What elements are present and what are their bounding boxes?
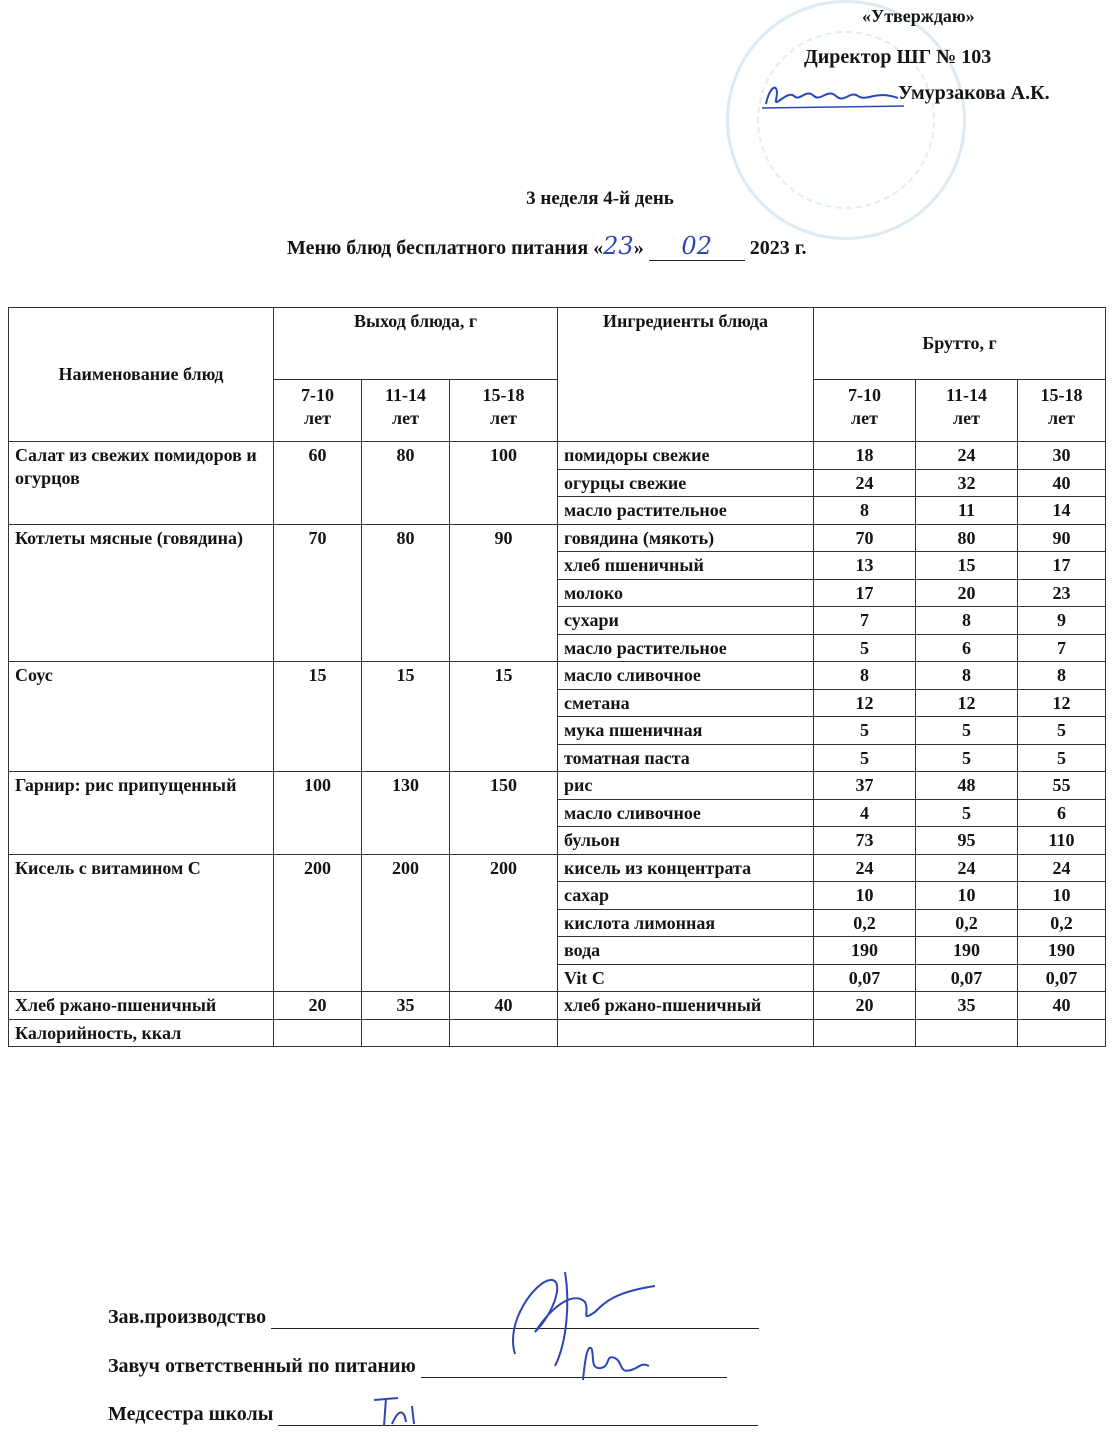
ingredient-name: огурцы свежие [558,469,814,497]
dish-yield: 70 [274,524,362,662]
ingredient-gross: 10 [814,882,916,910]
header-yield: Выход блюда, г [274,308,558,380]
director-name: Умурзакова А.К. [898,82,1050,104]
ingredient-gross: 12 [814,689,916,717]
dish-name: Котлеты мясные (говядина) [9,524,274,662]
ingredient-name: кисель из концентрата [558,854,814,882]
ingredient-name: бульон [558,827,814,855]
ingredient-gross: 0,2 [916,909,1018,937]
ingredient-name: говядина (мякоть) [558,524,814,552]
ingredient-gross: 6 [916,634,1018,662]
ingredient-gross: 24 [814,469,916,497]
ingredient-name: молоко [558,579,814,607]
calories-cell [362,1019,450,1047]
ingredient-name: масло сливочное [558,662,814,690]
head-teacher-label: Завуч ответственный по питанию [108,1355,416,1377]
quote-close: » [633,237,644,259]
table-row [9,772,1106,800]
table-row [9,992,1106,1020]
nurse-signature-line [278,1405,758,1426]
ingredient-gross: 5 [1018,744,1106,772]
nurse-label: Медсестра школы [108,1403,274,1425]
ingredient-gross: 18 [814,442,916,470]
month-handwritten: 02 [681,232,712,260]
ingredient-name: Vit C [558,964,814,992]
menu-title-prefix: Меню блюд бесплатного питания « [287,237,604,259]
ingredient-gross: 24 [916,442,1018,470]
dish-yield: 35 [362,992,450,1020]
ingredient-name: масло растительное [558,497,814,525]
ingredient-name: томатная паста [558,744,814,772]
dish-yield: 100 [274,772,362,855]
header-gross: Брутто, г [814,308,1106,380]
ingredient-gross: 8 [916,662,1018,690]
head-teacher-signature [575,1340,655,1388]
dish-yield: 100 [450,442,558,525]
ingredient-gross: 0,2 [814,909,916,937]
ingredient-name: хлеб пшеничный [558,552,814,580]
ingredient-gross: 190 [1018,937,1106,965]
ingredient-gross: 37 [814,772,916,800]
dish-yield: 60 [274,442,362,525]
menu-title [287,232,807,261]
header-gross-age-7-10: 7-10 лет [814,380,916,442]
calories-cell [814,1019,916,1047]
ingredient-gross: 10 [1018,882,1106,910]
ingredient-gross: 0,07 [916,964,1018,992]
ingredient-gross: 90 [1018,524,1106,552]
director-title: Директор ШГ № 103 [804,46,992,68]
footer-nurse [108,1403,758,1426]
ingredient-gross: 15 [916,552,1018,580]
dish-yield: 200 [274,854,362,992]
ingredient-gross: 9 [1018,607,1106,635]
table-row [9,524,1106,552]
table-row [9,442,1106,470]
dish-name: Соус [9,662,274,772]
ingredient-gross: 20 [916,579,1018,607]
year-suffix: 2023 г. [749,237,807,259]
ingredient-gross: 5 [916,799,1018,827]
dish-yield: 90 [450,524,558,662]
ingredient-gross: 14 [1018,497,1106,525]
ingredient-gross: 7 [1018,634,1106,662]
ingredient-gross: 0,2 [1018,909,1106,937]
month-field [649,232,745,261]
dish-yield: 150 [450,772,558,855]
ingredient-gross: 4 [814,799,916,827]
ingredient-gross: 24 [1018,854,1106,882]
ingredient-gross: 30 [1018,442,1106,470]
header-gross-age-15-18: 15-18 лет [1018,380,1106,442]
ingredient-gross: 0,07 [1018,964,1106,992]
calories-cell [274,1019,362,1047]
dish-name: Кисель с витамином С [9,854,274,992]
dish-name: Салат из свежих помидоров и огурцов [9,442,274,525]
dish-yield: 200 [450,854,558,992]
ingredient-gross: 20 [814,992,916,1020]
ingredient-name: рис [558,772,814,800]
ingredient-gross: 8 [1018,662,1106,690]
ingredient-gross: 110 [1018,827,1106,855]
header-gross-age-11-14: 11-14 лет [916,380,1018,442]
table-row [9,854,1106,882]
header-yield-age-15-18: 15-18 лет [450,380,558,442]
ingredient-gross: 17 [1018,552,1106,580]
calories-row [9,1019,1106,1047]
calories-cell [450,1019,558,1047]
week-day-title: 3 неделя 4-й день [526,188,674,209]
ingredient-gross: 13 [814,552,916,580]
table-row [9,662,1106,690]
dish-yield: 80 [362,442,450,525]
ingredient-name: сухари [558,607,814,635]
ingredient-name: масло растительное [558,634,814,662]
ingredient-name: вода [558,937,814,965]
director-signature-line [758,82,1050,105]
dish-yield: 80 [362,524,450,662]
ingredient-name: масло сливочное [558,799,814,827]
ingredient-gross: 12 [1018,689,1106,717]
ingredient-gross: 5 [814,744,916,772]
ingredient-gross: 8 [814,662,916,690]
calories-cell [1018,1019,1106,1047]
ingredient-gross: 5 [916,744,1018,772]
ingredient-gross: 95 [916,827,1018,855]
director-signature [758,78,908,112]
ingredient-gross: 24 [814,854,916,882]
ingredient-gross: 73 [814,827,916,855]
day-handwritten: 23 [603,232,634,260]
ingredient-gross: 10 [916,882,1018,910]
dish-yield: 200 [362,854,450,992]
dish-name: Гарнир: рис припущенный [9,772,274,855]
ingredient-name: мука пшеничная [558,717,814,745]
approval-label: «Утверждаю» [862,6,975,26]
menu-table [8,307,1106,1047]
calories-cell [916,1019,1018,1047]
header-dish: Наименование блюд [9,308,274,442]
ingredient-gross: 23 [1018,579,1106,607]
ingredient-gross: 5 [916,717,1018,745]
dish-yield: 130 [362,772,450,855]
ingredient-gross: 40 [1018,992,1106,1020]
ingredient-gross: 190 [916,937,1018,965]
dish-yield: 40 [450,992,558,1020]
calories-label: Калорийность, ккал [9,1019,274,1047]
ingredient-name: хлеб ржано-пшеничный [558,992,814,1020]
nurse-signature [368,1392,428,1432]
header-ingredients: Ингредиенты блюда [558,308,814,442]
ingredient-gross: 6 [1018,799,1106,827]
header-yield-age-11-14: 11-14 лет [362,380,450,442]
ingredient-gross: 35 [916,992,1018,1020]
table-body [9,442,1106,1020]
ingredient-gross: 55 [1018,772,1106,800]
ingredient-gross: 7 [814,607,916,635]
ingredient-gross: 40 [1018,469,1106,497]
ingredient-name: помидоры свежие [558,442,814,470]
ingredient-gross: 5 [814,634,916,662]
ingredient-gross: 190 [814,937,916,965]
dish-yield: 20 [274,992,362,1020]
table-header [9,308,1106,442]
ingredient-gross: 32 [916,469,1018,497]
ingredient-gross: 17 [814,579,916,607]
ingredient-gross: 5 [814,717,916,745]
ingredient-gross: 0,07 [814,964,916,992]
ingredient-gross: 24 [916,854,1018,882]
dish-yield: 15 [274,662,362,772]
ingredient-name: сметана [558,689,814,717]
header-yield-age-7-10: 7-10 лет [274,380,362,442]
production-head-label: Зав.производство [108,1306,267,1328]
ingredient-gross: 80 [916,524,1018,552]
ingredient-gross: 70 [814,524,916,552]
ingredient-gross: 12 [916,689,1018,717]
dish-yield: 15 [450,662,558,772]
ingredient-gross: 8 [814,497,916,525]
dish-yield: 15 [362,662,450,772]
calories-cell [558,1019,814,1047]
ingredient-gross: 5 [1018,717,1106,745]
ingredient-name: сахар [558,882,814,910]
dish-name: Хлеб ржано-пшеничный [9,992,274,1020]
ingredient-gross: 8 [916,607,1018,635]
ingredient-gross: 48 [916,772,1018,800]
ingredient-gross: 11 [916,497,1018,525]
ingredient-name: кислота лимонная [558,909,814,937]
